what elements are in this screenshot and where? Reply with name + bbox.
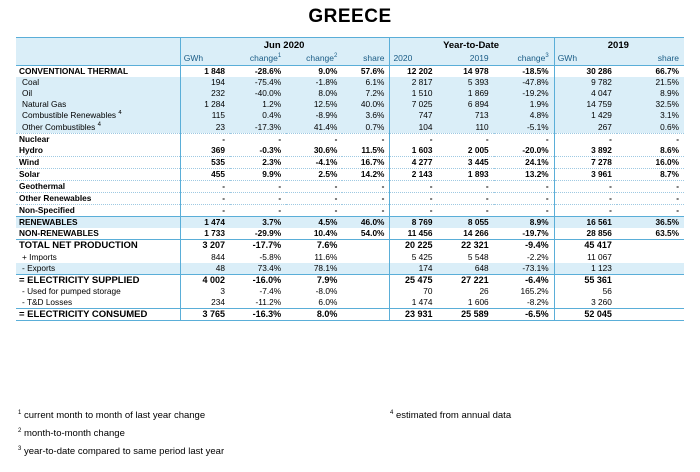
col-share: share — [342, 52, 390, 66]
table-cell: 57.6% — [360, 66, 385, 77]
table-cell: 3.7% — [230, 217, 286, 229]
table-cell: 3 — [180, 286, 230, 297]
table-cell: 22 321 — [437, 240, 493, 252]
table-cell: 14 978 — [463, 66, 489, 77]
row-label: CONVENTIONAL THERMAL — [19, 66, 129, 77]
table-cell: 4 047 — [554, 88, 617, 99]
table-row — [16, 88, 684, 99]
table-cell: 104 — [390, 121, 438, 133]
table-cell: -75.4% — [230, 77, 286, 88]
table-cell: 3 260 — [554, 297, 617, 309]
col-gwh-2019: GWh — [554, 52, 617, 66]
table-cell: 3 892 — [554, 145, 617, 157]
table-cell: 16.0% — [617, 156, 684, 168]
table-cell: 11 456 — [390, 228, 438, 240]
table-cell — [617, 240, 684, 252]
col-2019: 2019 — [437, 52, 493, 66]
row-label: NON-RENEWABLES — [16, 228, 180, 240]
col-2020: 2020 — [390, 52, 438, 66]
table-cell: 8.0% — [286, 308, 342, 320]
table-cell: 7.2% — [342, 88, 390, 99]
table-cell: 7.6% — [286, 240, 342, 252]
row-label: Wind — [16, 156, 180, 168]
header-2019: 2019 — [554, 38, 684, 53]
table-cell: 52 045 — [554, 308, 617, 320]
table-cell: -4.1% — [286, 156, 342, 168]
table-row — [16, 263, 684, 275]
table-cell: 535 — [180, 156, 230, 168]
table-cell: - — [617, 193, 684, 205]
table-cell: - — [180, 180, 230, 192]
table-cell: 40.0% — [342, 99, 390, 110]
row-label: Hydro — [16, 145, 180, 157]
row-label: Other Renewables — [16, 193, 180, 205]
table-cell: 455 — [180, 168, 230, 180]
table-cell: 12.5% — [286, 99, 342, 110]
table-cell: 26 — [479, 285, 489, 296]
table-row — [16, 110, 684, 121]
table-cell: 23 — [180, 121, 230, 133]
table-row — [16, 286, 684, 297]
table-cell: -19.7% — [494, 228, 555, 240]
table-cell: -73.1% — [494, 263, 555, 275]
table-cell: 1 429 — [554, 110, 617, 121]
table-row — [16, 217, 684, 229]
table-cell: -17.3% — [230, 121, 286, 133]
table-cell: 54.0% — [342, 228, 390, 240]
table-cell: 6.0% — [318, 296, 338, 307]
row-label: Non-Specified — [19, 205, 75, 216]
table-cell: - — [180, 205, 230, 217]
table-cell: 2.3% — [230, 156, 286, 168]
col-share-2019: share — [617, 52, 684, 66]
table-cell: 267 — [554, 121, 617, 133]
table-cell: 1 606 — [467, 296, 489, 307]
table-cell: - — [390, 180, 438, 192]
table-row — [16, 180, 684, 192]
table-cell: 56 — [554, 286, 617, 297]
header-blank-2 — [16, 52, 180, 66]
table-row — [16, 133, 684, 145]
table-cell: 3 207 — [180, 240, 230, 252]
table-cell: 11.5% — [342, 145, 390, 157]
table-cell: 1 893 — [437, 168, 493, 180]
table-row — [16, 252, 684, 263]
table-cell: - — [230, 180, 286, 192]
row-label: Oil — [16, 88, 180, 99]
table-cell: 1 603 — [390, 145, 438, 157]
table-cell: 24.1% — [494, 156, 555, 168]
table-cell: 9 782 — [554, 77, 617, 88]
table-cell: 2 005 — [437, 145, 493, 157]
table-row — [16, 121, 684, 133]
table-cell — [617, 274, 684, 286]
table-cell: -8.2% — [527, 296, 549, 307]
table-row — [16, 193, 684, 205]
table-cell: 23 931 — [390, 308, 438, 320]
table-cell: 747 — [390, 110, 438, 121]
row-label: TOTAL NET PRODUCTION — [16, 240, 180, 252]
table-cell — [342, 308, 390, 320]
col-change-3: change$^3$ — [494, 52, 555, 66]
table-cell: 20 225 — [390, 240, 438, 252]
table-cell: 1 284 — [180, 99, 230, 110]
table-cell: - — [437, 193, 493, 205]
row-label: = ELECTRICITY SUPPLIED — [16, 274, 180, 286]
table-cell: -16.0% — [230, 274, 286, 286]
table-cell: -29.9% — [230, 228, 286, 240]
table-cell — [617, 263, 684, 275]
table-cell: 55 361 — [554, 274, 617, 286]
table-cell: - — [230, 193, 286, 205]
table-cell: 10.4% — [286, 228, 342, 240]
table-cell: - — [381, 205, 385, 216]
table-cell — [617, 297, 684, 309]
table-cell: - — [342, 180, 390, 192]
table-cell: 14 759 — [554, 99, 617, 110]
table-cell: -47.8% — [494, 77, 555, 88]
table-cell — [342, 240, 390, 252]
table-row — [16, 77, 684, 88]
table-cell: 844 — [180, 252, 230, 263]
table-cell — [617, 286, 684, 297]
table-row — [16, 240, 684, 252]
table-cell: 1 869 — [437, 88, 493, 99]
table-cell: 66.7% — [655, 66, 679, 77]
table-row — [16, 145, 684, 157]
col-change-2: change$^2$ — [286, 52, 342, 66]
table-cell: 2.5% — [286, 168, 342, 180]
table-cell: - — [437, 180, 493, 192]
table-cell: 9.0% — [318, 66, 338, 77]
table-cell — [342, 263, 390, 275]
table-cell: 110 — [437, 121, 493, 133]
table-cell: 3 961 — [554, 168, 617, 180]
table-cell: 78.1% — [286, 263, 342, 275]
footnote-2: $^2$ month-to-month change — [18, 427, 125, 439]
table-cell: - — [485, 133, 489, 144]
electricity-table-container — [16, 37, 684, 321]
table-row — [16, 156, 684, 168]
table-cell: 5 425 — [390, 252, 438, 263]
table-cell: - — [390, 133, 438, 145]
table-cell: 234 — [180, 297, 230, 309]
table-cell: 0.7% — [342, 121, 390, 133]
table-cell: - — [676, 133, 679, 144]
table-cell: 45 417 — [554, 240, 617, 252]
table-cell: -5.8% — [259, 251, 282, 262]
table-cell — [617, 252, 684, 263]
table-cell: 1.2% — [230, 99, 286, 110]
table-cell: -19.2% — [494, 88, 555, 99]
table-cell: 3.1% — [617, 110, 684, 121]
table-cell: 16 561 — [554, 217, 617, 229]
table-cell: 174 — [390, 263, 438, 275]
table-cell: -28.6% — [254, 66, 282, 77]
table-cell: 8.7% — [617, 168, 684, 180]
table-cell: 46.0% — [342, 217, 390, 229]
row-label: + Imports — [22, 251, 57, 262]
table-cell: 13.2% — [494, 168, 555, 180]
row-label: = ELECTRICITY CONSUMED — [16, 308, 180, 320]
table-cell — [617, 308, 684, 320]
table-cell: - — [554, 205, 617, 217]
table-cell: - — [676, 205, 679, 216]
table-cell: -8.0% — [315, 285, 338, 296]
table-cell: 0.4% — [230, 110, 286, 121]
table-cell: - — [554, 180, 617, 192]
table-cell: -40.0% — [230, 88, 286, 99]
table-cell: 8 055 — [437, 217, 493, 229]
table-cell: 7 278 — [554, 156, 617, 168]
table-cell: 648 — [437, 263, 493, 275]
table-cell: 28 856 — [554, 228, 617, 240]
table-cell: 27 221 — [437, 274, 493, 286]
table-cell: 3.6% — [342, 110, 390, 121]
table-cell: -0.3% — [230, 145, 286, 157]
table-cell: 36.5% — [617, 217, 684, 229]
table-row — [16, 274, 684, 286]
table-cell — [342, 286, 390, 297]
table-cell: 194 — [180, 77, 230, 88]
table-cell: 369 — [180, 145, 230, 157]
table-cell: 63.5% — [617, 228, 684, 240]
table-cell: - — [545, 205, 549, 216]
table-row — [16, 66, 684, 78]
table-cell — [342, 297, 390, 309]
page-title: GREECE — [308, 6, 392, 27]
table-cell: 41.4% — [286, 121, 342, 133]
table-cell: 0.6% — [617, 121, 684, 133]
table-cell: - — [617, 180, 684, 192]
table-cell: 30 286 — [554, 66, 617, 78]
footnote-4: $^4$ estimated from annual data — [390, 409, 512, 421]
col-gwh: GWh — [180, 52, 230, 66]
table-cell: 115 — [180, 110, 230, 121]
table-cell: 70 — [390, 286, 438, 297]
table-cell: - — [381, 133, 385, 144]
table-cell: - — [554, 193, 617, 205]
table-cell: - — [390, 193, 438, 205]
table-row — [16, 99, 684, 110]
table-cell: 9.9% — [230, 168, 286, 180]
table-body — [16, 66, 684, 321]
table-cell — [342, 274, 390, 286]
header-year-to-date: Year-to-Date — [390, 38, 554, 53]
table-cell: -6.4% — [494, 274, 555, 286]
table-cell: -8.9% — [286, 110, 342, 121]
table-cell: 2 817 — [390, 77, 438, 88]
table-cell: 30.6% — [286, 145, 342, 157]
row-label: RENEWABLES — [16, 217, 180, 229]
table-cell: 7 025 — [390, 99, 438, 110]
table-cell: 4 002 — [180, 274, 230, 286]
table-cell: - — [554, 133, 617, 145]
table-cell: 8.0% — [286, 88, 342, 99]
table-row — [16, 168, 684, 180]
table-row — [16, 308, 684, 320]
table-cell: 16.7% — [342, 156, 390, 168]
table-cell: 8.6% — [617, 145, 684, 157]
table-cell: 14 266 — [437, 228, 493, 240]
table-cell: 7.9% — [286, 274, 342, 286]
col-change-1: change$^1$ — [230, 52, 286, 66]
table-cell: - — [334, 205, 338, 216]
table-cell: - — [180, 133, 230, 145]
table-cell: 5 393 — [437, 77, 493, 88]
table-cell: -1.8% — [286, 77, 342, 88]
table-row — [16, 297, 684, 309]
row-label: Natural Gas — [16, 99, 180, 110]
table-cell: -17.7% — [230, 240, 286, 252]
table-cell: 21.5% — [617, 77, 684, 88]
header-blank — [16, 38, 180, 53]
row-label: Combustible Renewables $^4$ — [16, 110, 180, 121]
table-cell: 1 123 — [554, 263, 617, 275]
table-cell: - — [278, 205, 282, 216]
table-cell: 4 277 — [390, 156, 438, 168]
table-cell: 232 — [180, 88, 230, 99]
table-cell: 3 765 — [180, 308, 230, 320]
table-cell: -9.4% — [494, 240, 555, 252]
row-label: Geothermal — [16, 180, 180, 192]
row-label: Coal — [16, 77, 180, 88]
table-row — [16, 205, 684, 217]
row-label: - Exports — [16, 263, 180, 275]
footnote-3: $^3$ year-to-date compared to same period last year — [18, 445, 225, 457]
table-cell: 8 769 — [390, 217, 438, 229]
table-cell: 48 — [180, 263, 230, 275]
table-cell: 713 — [437, 110, 493, 121]
table-cell: - — [180, 193, 230, 205]
table-cell: 2 143 — [390, 168, 438, 180]
table-cell: 73.4% — [230, 263, 286, 275]
table-cell: 6 894 — [437, 99, 493, 110]
table-cell: 11 067 — [554, 252, 617, 263]
table-cell: 4.5% — [286, 217, 342, 229]
header-jun-2020: Jun 2020 — [180, 38, 390, 53]
table-cell: 12 202 — [390, 66, 438, 78]
table-cell: 1 848 — [180, 66, 230, 78]
table-cell: 1 510 — [390, 88, 438, 99]
table-cell: - — [494, 180, 555, 192]
table-cell: -11.2% — [255, 296, 282, 307]
row-label: - T&D Losses — [22, 296, 73, 307]
table-cell: - — [494, 193, 555, 205]
table-cell: 165.2% — [520, 285, 549, 296]
row-label: Nuclear — [19, 133, 50, 144]
header-column-row — [16, 52, 684, 66]
table-cell: -16.3% — [230, 308, 286, 320]
table-cell: - — [342, 193, 390, 205]
row-label: Solar — [16, 168, 180, 180]
table-cell: - — [545, 133, 549, 144]
table-cell: 32.5% — [617, 99, 684, 110]
table-cell: - — [286, 180, 342, 192]
table-cell: 25 475 — [390, 274, 438, 286]
table-cell: - — [334, 133, 338, 144]
table-cell: 1 733 — [180, 228, 230, 240]
table-cell: 1 474 — [390, 297, 438, 309]
table-cell: 5 548 — [467, 251, 489, 262]
table-cell: - — [278, 133, 282, 144]
row-label: - Used for pumped storage — [22, 285, 121, 296]
table-cell: -7.4% — [259, 285, 282, 296]
electricity-table — [16, 37, 684, 321]
table-cell: 14.2% — [342, 168, 390, 180]
table-cell: -2.2% — [527, 251, 549, 262]
footnote-1: $^1$ current month to month of last year change — [18, 409, 206, 421]
table-cell: -20.0% — [494, 145, 555, 157]
row-label: Other Combustibles $^4$ — [16, 121, 180, 133]
table-cell: 8.9% — [617, 88, 684, 99]
table-cell — [342, 252, 390, 263]
header-group-row — [16, 38, 684, 53]
table-row — [16, 228, 684, 240]
table-cell: 8.9% — [494, 217, 555, 229]
table-cell: 1.9% — [494, 99, 555, 110]
table-cell: 25 589 — [437, 308, 493, 320]
table-cell: 11.6% — [314, 251, 338, 262]
table-cell: -18.5% — [522, 66, 549, 77]
table-cell: 3 445 — [437, 156, 493, 168]
table-cell: 4.8% — [494, 110, 555, 121]
table-cell: - — [390, 205, 438, 217]
table-cell: -6.5% — [494, 308, 555, 320]
table-cell: -5.1% — [494, 121, 555, 133]
table-cell: 1 474 — [180, 217, 230, 229]
table-cell: 6.1% — [342, 77, 390, 88]
table-cell: - — [485, 205, 489, 216]
table-cell: - — [286, 193, 342, 205]
